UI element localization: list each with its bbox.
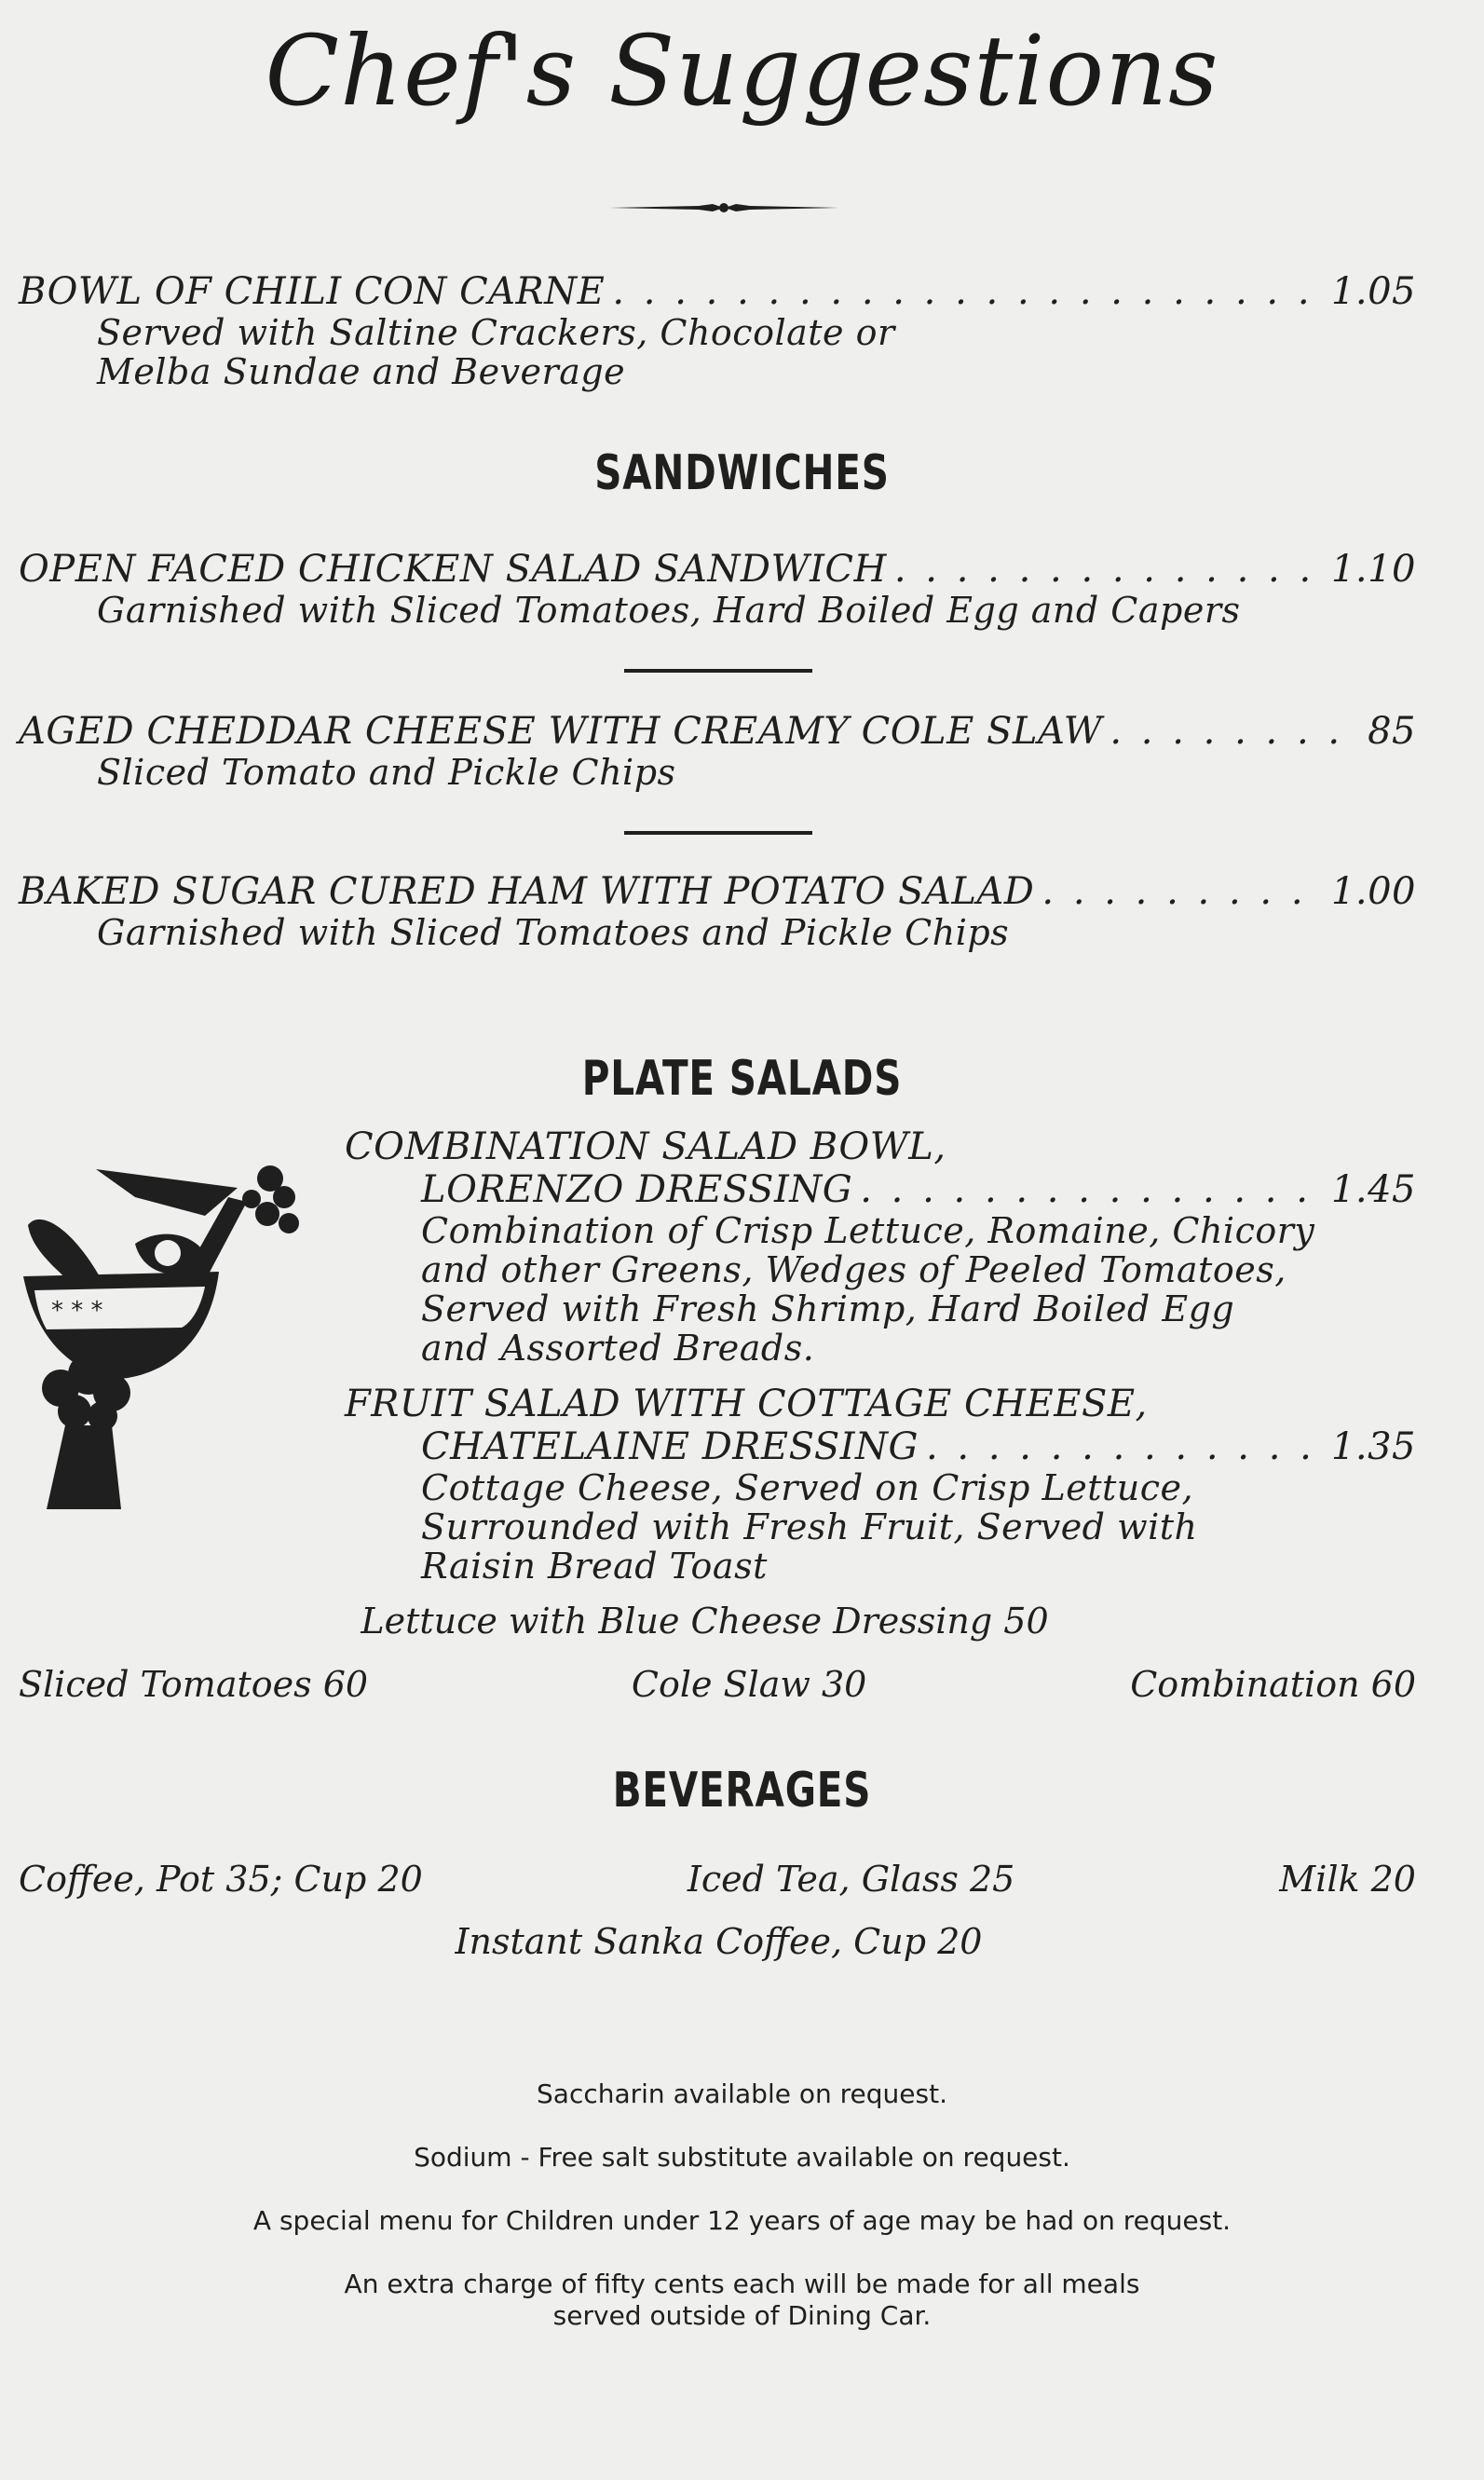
menu-item-baked-ham [19,870,1416,952]
item-price: 1.45 [1330,1168,1416,1211]
section-heading-plate-salads: PLATE SALADS [581,1051,903,1107]
item-description: Surrounded with Fresh Fruit, Served with [421,1506,1198,1547]
beverage-item-sanka: Instant Sanka Coffee, Cup 20 [455,1921,983,1962]
divider [624,831,812,835]
item-price: 1.00 [1330,870,1416,913]
item-price: 1.35 [1330,1425,1416,1468]
item-name: BOWL OF CHILI CON CARNE [19,270,606,313]
item-name: CHATELAINE DRESSING [421,1425,919,1468]
dot-leader [926,1425,1324,1468]
beverage-item: Milk 20 [1279,1859,1416,1900]
dot-leader [1042,870,1324,913]
item-name: COMBINATION SALAD BOWL, [345,1125,946,1168]
title-ornament [610,200,838,215]
item-description: Served with Fresh Shrimp, Hard Boiled Egg [421,1288,1235,1329]
item-description: Garnished with Sliced Tomatoes, Hard Boiled Egg and Capers [97,590,1241,631]
item-price: 1.10 [1330,548,1416,591]
item-price: 85 [1368,710,1416,753]
item-name: BAKED SUGAR CURED HAM WITH POTATO SALAD [19,870,1035,913]
note-extra-charge: An extra charge of fifty cents each will be made for all meals [344,2269,1140,2299]
dot-leader [1110,710,1360,753]
dot-leader [894,548,1324,591]
side-salads-row [19,1664,1416,1705]
item-name: OPEN FACED CHICKEN SALAD SANDWICH [19,548,887,591]
section-heading-sandwiches: SANDWICHES [594,445,890,501]
side-item: Combination 60 [1130,1664,1416,1705]
side-item: Cole Slaw 30 [631,1664,867,1705]
menu-item-chicken-salad-sandwich [19,548,1416,630]
beverage-item: Iced Tea, Glass 25 [687,1859,1015,1900]
item-description: and Assorted Breads. [421,1328,815,1369]
side-item: Sliced Tomatoes 60 [19,1664,369,1705]
menu-item-fruit-salad [345,1383,1416,1586]
section-heading-beverages: BEVERAGES [612,1763,872,1819]
menu-item-combination-salad [345,1125,1416,1368]
item-description: Sliced Tomato and Pickle Chips [97,752,676,793]
item-name: LORENZO DRESSING [421,1168,853,1211]
lettuce-item: Lettuce with Blue Cheese Dressing 50 [361,1601,1049,1642]
divider [624,669,812,673]
dot-leader [860,1168,1324,1211]
item-description: Melba Sundae and Beverage [97,351,626,392]
note-children-menu: A special menu for Children under 12 years of age may be had on request. [252,2205,1232,2236]
item-price: 1.05 [1330,270,1416,313]
item-name: AGED CHEDDAR CHEESE WITH CREAMY COLE SLAW [19,710,1103,753]
beverages-row [19,1859,1416,1900]
item-description: and other Greens, Wedges of Peeled Tomatoes, [421,1249,1287,1290]
dot-leader [612,270,1324,313]
item-description: Cottage Cheese, Served on Crisp Lettuce, [421,1467,1194,1508]
item-description: Combination of Crisp Lettuce, Romaine, Chicory [421,1210,1315,1251]
svg-text:* * *: * * * [51,1297,103,1325]
item-description: Raisin Bread Toast [421,1546,768,1587]
item-name: FRUIT SALAD WITH COTTAGE CHEESE, [345,1383,1148,1425]
note-saccharin: Saccharin available on request. [537,2078,947,2109]
item-description: Served with Saltine Crackers, Chocolate or [97,312,895,353]
beverage-item: Coffee, Pot 35; Cup 20 [19,1859,423,1900]
menu-item-chili [19,270,1416,391]
salad-bowl-icon [23,1160,303,1514]
note-extra-charge: served outside of Dining Car. [552,2300,932,2331]
menu-item-cheddar-cheese [19,710,1416,792]
page-title: Chef's Suggestions [265,14,1219,128]
item-description: Garnished with Sliced Tomatoes and Pickle Chips [97,912,1010,953]
note-sodium: Sodium - Free salt substitute available on request. [414,2142,1070,2173]
